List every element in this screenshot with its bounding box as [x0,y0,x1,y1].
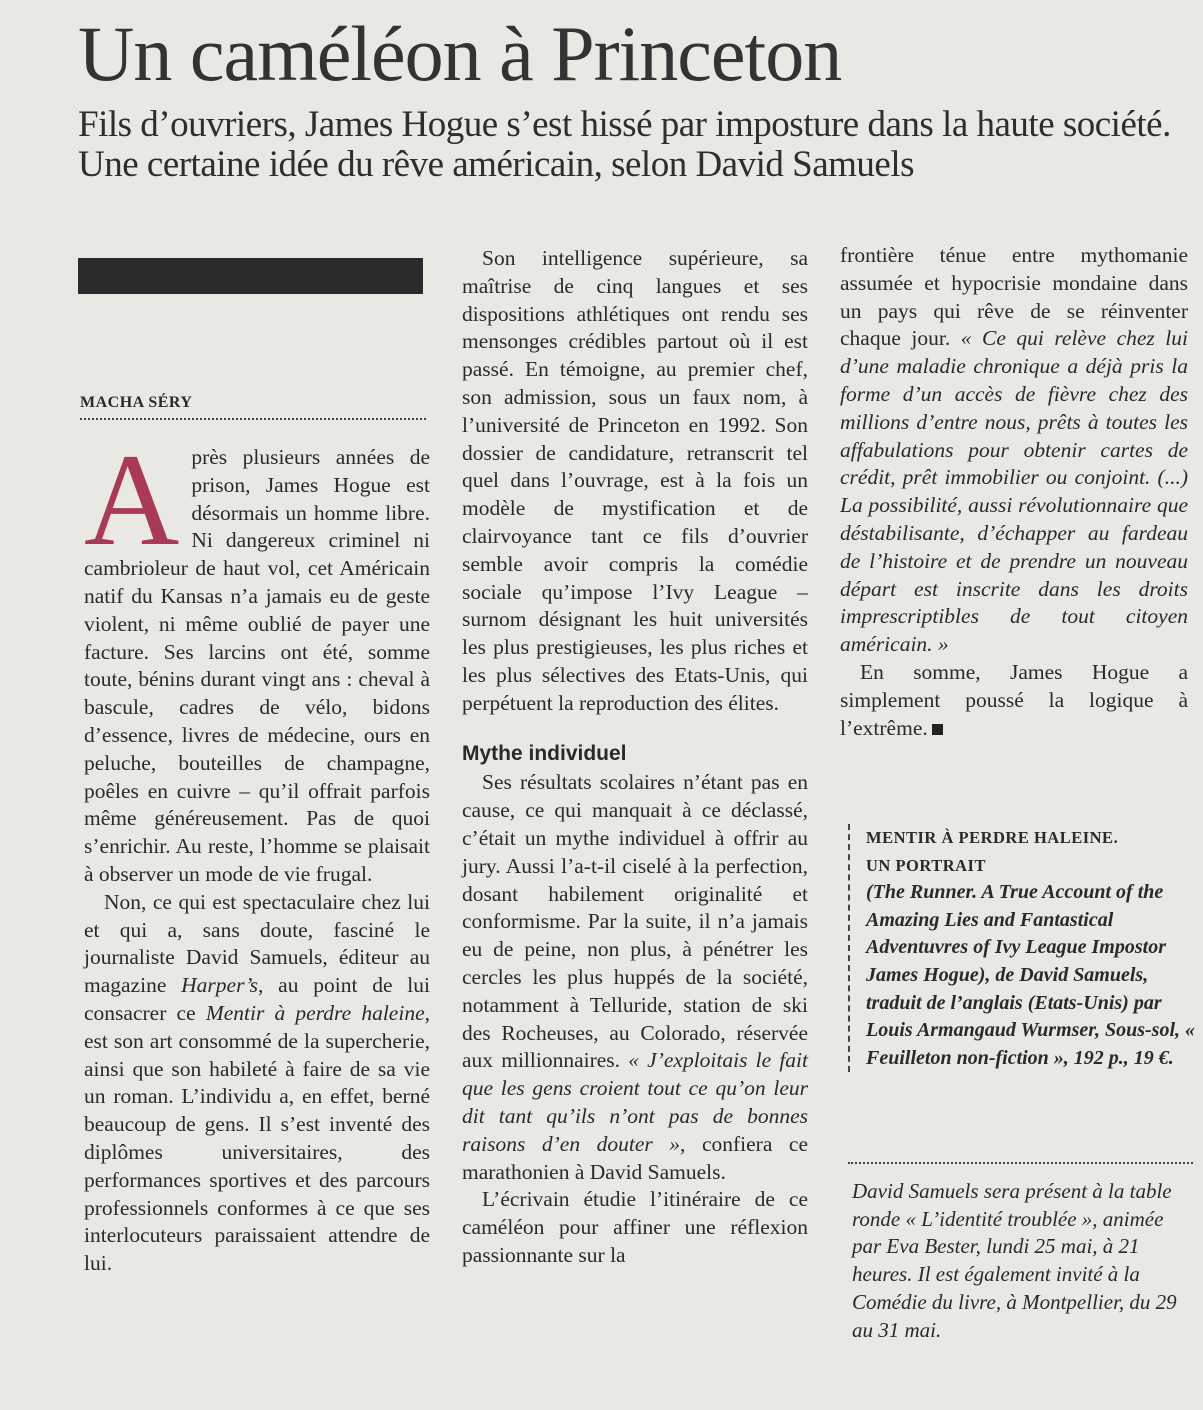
article-subtitle: Fils d’ouvriers, James Hogue s’est hissé par imposture dans la haute société. Une certaine idée du rêve américain, selon David Samuels [78,104,1171,185]
book-details: (The Runner. A True Account of the Amazing Lies and Fantastical Adventuvres of Ivy League Impostor James Hogue), de David Samuels, traduit de l’anglais (Etats-Unis) par Louis Armangaud Wurmser, Sous-sol, « Feuilleton non-fiction », 192 p., 19 €. [866,881,1196,1069]
col3-paragraph-1: frontière ténue entre mythomanie assumée et hypocrisie mondaine dans un pays qui rêve de se réinventer chaque jour. « Ce qui relève chez lui d’une maladie chronique a déjà pris la forme d’un accès de fièvre chez des millions d’entre nous, prêts à toutes les affabulations pour obtenir cartes de crédit, prêt immobilier ou conjoint. (...) La possibilité, aussi révolutionnaire que déstabilisante, d’échapper au fardeau de l’histoire et de prendre un nouveau départ est inscrite dans les droits imprescriptibles de tout citoyen américain. » [840,243,1188,657]
column-2 [462,245,808,1270]
magazine-name: Harper’s [181,973,259,998]
column-1 [84,426,430,1278]
col2-paragraph-2: Ses résultats scolaires n’étant pas en cause, ce qui manquait à ce déclassé, c’était un mythe individuel à offrir au jury. Aussi l’a-t-il ciselé à la perfection, dosant habilement originalité et conformisme. Par la suite, il n’a jamais eu de peine, non plus, à pénétrer les cercles les plus huppés de la société, notamment à Telluride, station de ski des Rocheuses, au Colorado, réservée aux millionnaires. « J’exploitais le fait que les gens croient tout ce qu’on leur dit tant qu’ils n’ont pas de bonnes raisons d’en douter », confiera ce marathonien à David Samuels. [462,770,808,1184]
col2-paragraph-3: L’écrivain étudie l’itinéraire de ce caméléon pour affiner une réflexion passionnante sur la [462,1187,808,1267]
end-mark [932,724,943,735]
separator [848,1162,1193,1164]
book-info-box [848,824,1202,1072]
book-title-inline: Mentir à perdre haleine [205,1000,425,1025]
hogue-quote: « J’exploitais le fait que les gens croient tout ce qu’on leur dit tant qu’ils n’ont pas de bonnes raisons d’en douter » [462,1048,808,1156]
column-3 [840,242,1188,742]
drop-cap: A [84,426,180,573]
book-title-line-1: MENTIR À PERDRE HALEINE. [866,828,1119,847]
subheading: Mythe individuel [462,741,627,765]
col1-paragraph-2: Non, ce qui est spectaculaire chez lui et qui a, sans doute, fasciné le journaliste David Samuels, éditeur au magazine Harper’s, au point de lui consacrer ce Mentir à perdre haleine, est son art consommé de la supercherie, ainsi que son habileté à faire de sa vie un roman. L’individu a, en effet, berné beaucoup de gens. Il s’est inventé des diplômes universitaires, des performances sportives et des parcours professionnels conformes à ce que ses interlocuteurs paraissaient attendre de lui. [84,889,430,1276]
book-title-line-2: UN PORTRAIT [866,855,986,875]
redacted-bar [78,258,423,294]
byline: MACHA SÉRY [80,394,426,420]
col2-paragraph-1: Son intelligence supérieure, sa maîtrise de cinq langues et ses dispositions athlétiques ont rendu ses mensonges crédibles partout où il est passé. En témoigne, au premier chef, son admission, sous un faux nom, à l’université de Princeton en 1992. Son dossier de candidature, retranscrit tel quel dans l’ouvrage, est à la fois un modèle de mystification et de clairvoyance tant ce fils d’ouvrier semble avoir compris la comédie sociale qu’impose l’Ivy League – surnom désignant les huit universités les plus prestigieuses, les plus riches et les plus sélectives des Etats-Unis, qui perpétuent la reproduction des élites. [462,246,808,715]
samuels-quote: « Ce qui relève chez lui d’une maladie chronique a déjà pris la forme d’un accès de fièvre chez des millions d’entre nous, prêts à toutes les affabulations pour obtenir cartes de crédit, prêt immobilier ou conjoint. (...) La possibilité, aussi révolutionnaire que déstabilisante, d’échapper au fardeau de l’histoire et de prendre un nouveau départ est inscrite dans les droits imprescriptibles de tout citoyen américain. » [840,326,1188,657]
col1-paragraph-1: près plusieurs années de prison, James Hogue est désormais un homme libre. Ni dangereux criminel ni cambrioleur de haut vol, cet Américain natif du Kansas n’a jamais eu de geste violent, ni même oublié de payer une facture. Ses larcins ont été, somme toute, bénins durant vingt ans : cheval à bascule, cadres de vélo, bidons d’essence, livres de médecine, ours en peluche, bouteilles de champagne, poêles en cuivre – qu’il offrait parfois même généreusement. Pas de quoi s’enrichir. Au reste, l’homme se plaisait à observer un mode de vie frugal. [84,445,430,886]
col3-paragraph-2: En somme, James Hogue a simplement poussé la logique à l’extrême. [840,659,1188,740]
event-notice: David Samuels sera présent à la table ronde « L’identité troublée », animée par Eva Bester, lundi 25 mai, à 21 heures. Il est également invité à la Comédie du livre, à Montpellier, du 29 au 31 mai. [852,1179,1177,1342]
article-title: Un caméléon à Princeton [78,10,842,97]
